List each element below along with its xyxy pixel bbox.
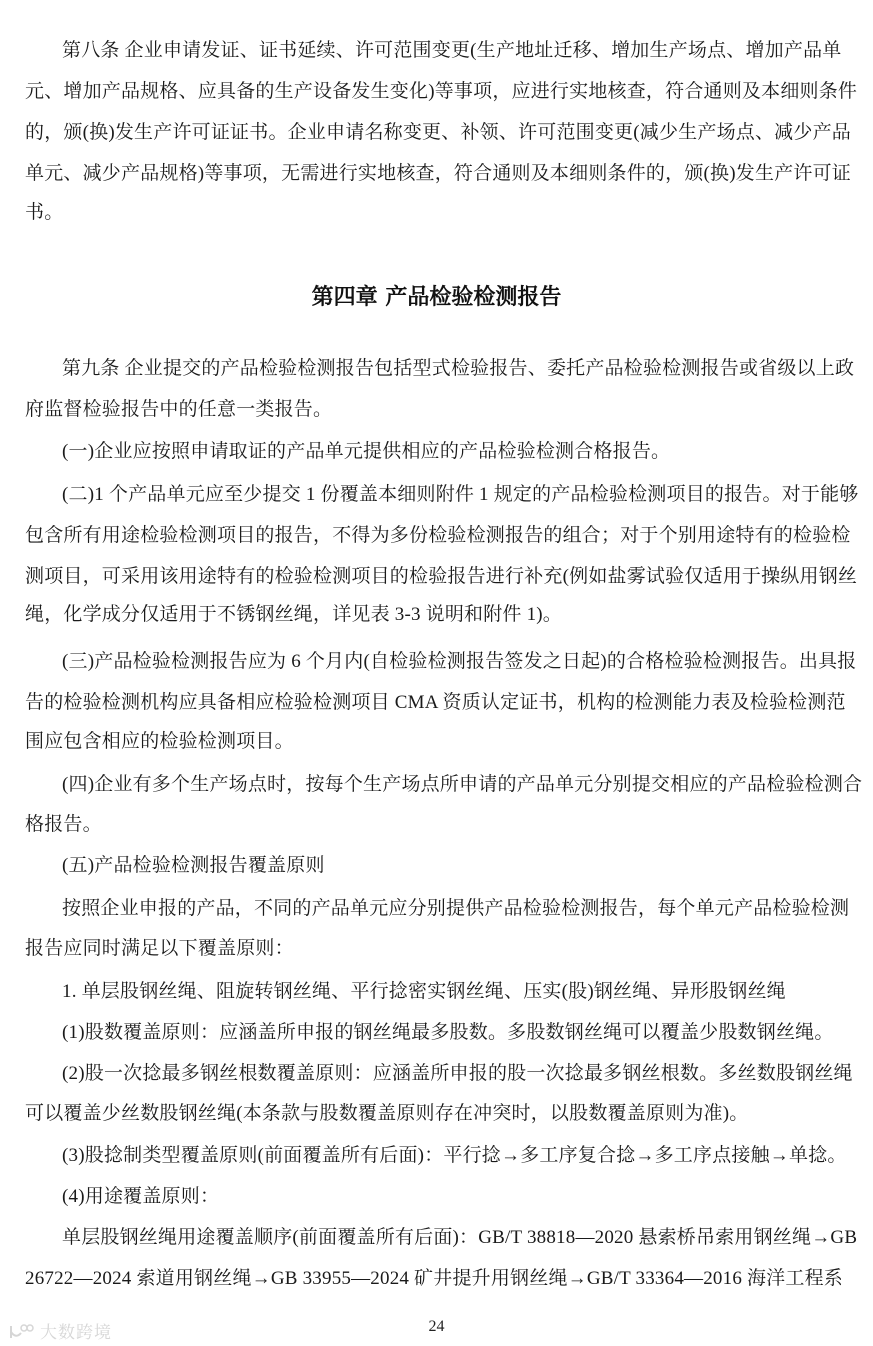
article9-line-2: 府监督检验报告中的任意一类报告。 bbox=[25, 399, 333, 420]
rule4-line-2: 26722—2024 索道用钢丝绳→GB 33955—2024 矿井提升用钢丝绳→GB/T 33364—2016 海洋工程系 bbox=[25, 1268, 843, 1289]
article8-line-5: 书。 bbox=[25, 202, 64, 223]
rule2-line-1: (2)股一次捻最多钢丝根数覆盖原则：应涵盖所申报的股一次捻最多钢丝根数。多丝数股钢丝绳 bbox=[62, 1063, 853, 1084]
item4-line-1: (四)企业有多个生产场点时，按每个生产场点所申请的产品单元分别提交相应的产品检验检测合 bbox=[62, 774, 863, 795]
item4-line-2: 格报告。 bbox=[25, 814, 102, 835]
watermark-text: 大数跨境 bbox=[40, 1323, 112, 1343]
sub1-title: 1. 单层股钢丝绳、阻旋转钢丝绳、平行捻密实钢丝绳、压实(股)钢丝绳、异形股钢丝绳 bbox=[62, 981, 786, 1002]
rule3: (3)股捻制类型覆盖原则(前面覆盖所有后面)：平行捻→多工序复合捻→多工序点接触→单捻。 bbox=[62, 1145, 847, 1166]
rule4-line-1: 单层股钢丝绳用途覆盖顺序(前面覆盖所有后面)：GB/T 38818—2020 悬索桥吊索用钢丝绳→GB bbox=[62, 1227, 858, 1248]
item3-line-2: 告的检验检测机构应具备相应检验检测项目 CMA 资质认定证书，机构的检测能力表及检验检测范 bbox=[25, 692, 846, 713]
article8-line-2: 元、增加产品规格、应具备的生产设备发生变化)等事项，应进行实地核查，符合通则及本细则条件 bbox=[25, 81, 858, 102]
article8-line-3: 的，颁(换)发生产许可证证书。企业申请名称变更、补领、许可范围变更(减少生产场点、减少产品 bbox=[25, 122, 851, 143]
article8-line-4: 单元、减少产品规格)等事项，无需进行实地核查，符合通则及本细则条件的，颁(换)发生产许可证 bbox=[25, 163, 851, 184]
item3-line-3: 围应包含相应的检验检测项目。 bbox=[25, 731, 294, 752]
item2-line-1: (二)1 个产品单元应至少提交 1 份覆盖本细则附件 1 规定的产品检验检测项目的报告。对于能够 bbox=[62, 484, 859, 505]
item5-intro-line-1: 按照企业申报的产品，不同的产品单元应分别提供产品检验检测报告，每个单元产品检验检测 bbox=[62, 898, 850, 919]
item2-line-3: 测项目，可采用该用途特有的检验检测项目的检验报告进行补充(例如盐雾试验仅适用于操纵用钢丝 bbox=[25, 566, 858, 587]
item2-line-2: 包含所有用途检验检测项目的报告，不得为多份检验检测报告的组合；对于个别用途特有的检验检 bbox=[25, 525, 851, 546]
rule2-line-2: 可以覆盖少丝数股钢丝绳(本条款与股数覆盖原则存在冲突时，以股数覆盖原则为准)。 bbox=[25, 1103, 749, 1124]
rule1: (1)股数覆盖原则：应涵盖所申报的钢丝绳最多股数。多股数钢丝绳可以覆盖少股数钢丝绳。 bbox=[62, 1022, 834, 1043]
rule4-title: (4)用途覆盖原则： bbox=[62, 1186, 220, 1207]
article8-line-1: 第八条 企业申请发证、证书延续、许可范围变更(生产地址迁移、增加生产场点、增加产品单 bbox=[62, 40, 842, 61]
chapter-heading: 第四章 产品检验检测报告 bbox=[311, 285, 562, 310]
item3-line-1: (三)产品检验检测报告应为 6 个月内(自检验检测报告签发之日起)的合格检验检测报告。出具报 bbox=[62, 651, 857, 672]
item5-intro-line-2: 报告应同时满足以下覆盖原则： bbox=[25, 938, 294, 959]
page-number: 24 bbox=[428, 1318, 445, 1335]
item5-title: (五)产品检验检测报告覆盖原则 bbox=[62, 855, 325, 876]
item2-line-4: 绳，化学成分仅适用于不锈钢丝绳，详见表 3-3 说明和附件 1)。 bbox=[25, 604, 563, 625]
article9-line-1: 第九条 企业提交的产品检验检测报告包括型式检验报告、委托产品检验检测报告或省级以上政 bbox=[62, 358, 855, 379]
item1-line-1: (一)企业应按照申请取证的产品单元提供相应的产品检验检测合格报告。 bbox=[62, 441, 671, 462]
